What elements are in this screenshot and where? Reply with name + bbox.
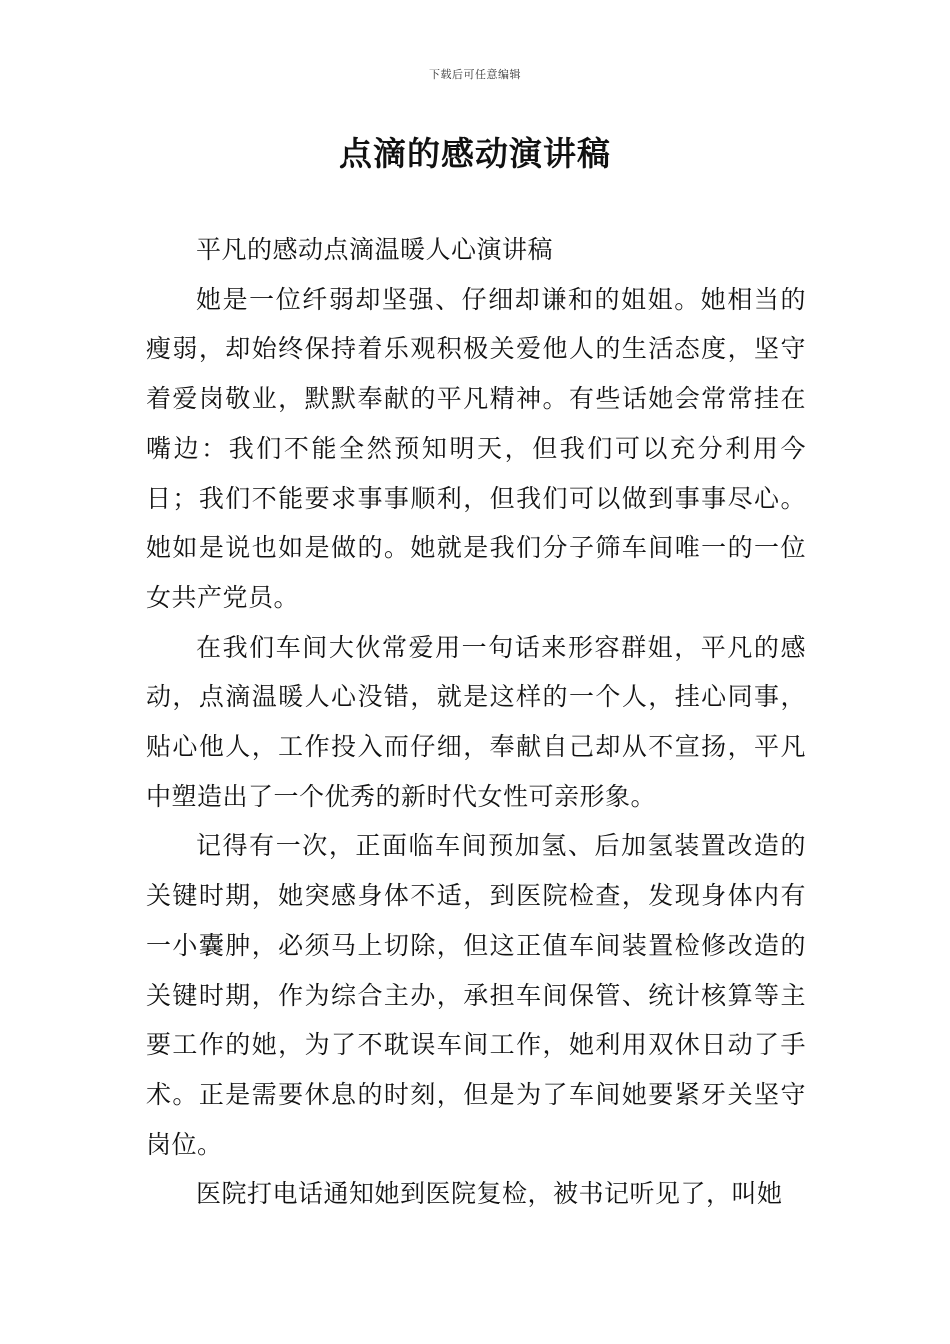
paragraph-subtitle: 平凡的感动点滴温暖人心演讲稿 (196, 235, 554, 264)
paragraph: 在我们车间大伙常爱用一句话来形容群姐，平凡的感动，点滴温暖人心没错，就是这样的一个人，挂心同事，贴心他人，工作投入而仔细，奉献自己却从不宣扬，平凡中塑造出了一个优秀的新时代女性可亲形象。 (146, 632, 806, 811)
paragraph: 医院打电话通知她到医院复检，被书记听见了，叫她 (196, 1179, 783, 1209)
paragraph: 她是一位纤弱却坚强、仔细却谦和的姐姐。她相当的瘦弱，却始终保持着乐观积极关爱他人的生活态度，坚守着爱岗敬业，默默奉献的平凡精神。有些话她会常常挂在嘴边：我们不能全然预知明天，但我们可以充分利用今日；我们不能要求事事顺利，但我们可以做到事事尽心。她如是说也如是做的。她就是我们分子筛车间唯一的一位女共产党员。 (146, 284, 806, 612)
header-note: 下载后可任意编辑 (429, 68, 521, 81)
document-body (146, 225, 806, 1219)
paragraph: 记得有一次，正面临车间预加氢、后加氢装置改造的关键时期，她突感身体不适，到医院检查，发现身体内有一小囊肿，必须马上切除，但这正值车间装置检修改造的关键时期，作为综合主办，承担车间保管、统计核算等主要工作的她，为了不耽误车间工作，她利用双休日动了手术。正是需要休息的时刻，但是为了车间她要紧牙关坚守岗位。 (146, 831, 806, 1159)
document-title: 点滴的感动演讲稿 (339, 134, 611, 173)
